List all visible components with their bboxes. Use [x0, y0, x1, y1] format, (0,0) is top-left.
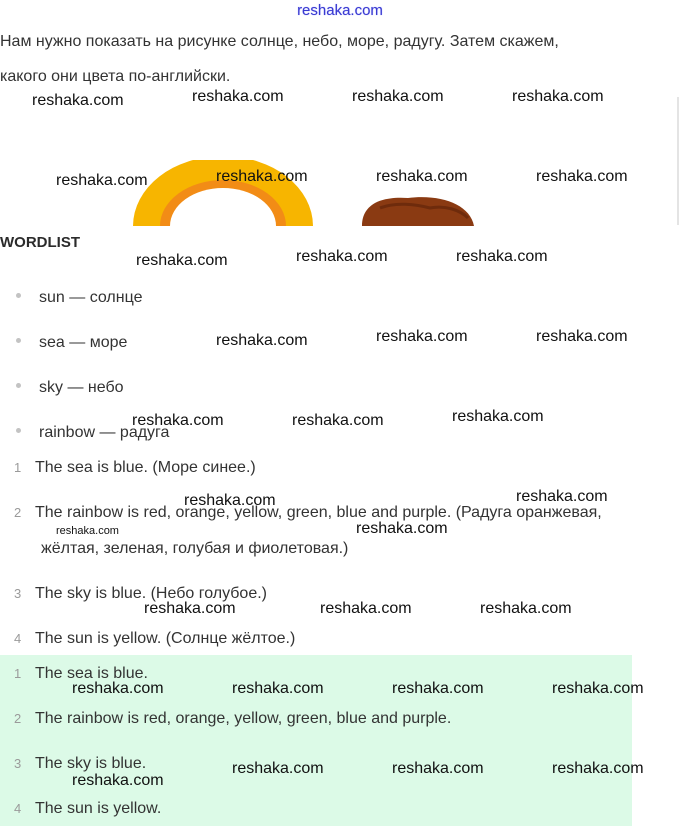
- bullet-icon: [16, 383, 21, 388]
- list-item: sky — небо: [16, 379, 124, 397]
- intro-line-2: какого они цвета по-английски.: [0, 68, 231, 85]
- watermark: reshaka.com: [536, 168, 628, 185]
- answer-item: 2 The rainbow is red, orange, yellow, green, blue and purple. (Радуга оранжевая,: [14, 504, 602, 521]
- highlighted-answer-item: 4 The sun is yellow.: [14, 800, 162, 817]
- watermark: reshaka.com: [516, 488, 608, 505]
- watermark: reshaka.com: [232, 680, 324, 697]
- watermark: reshaka.com: [392, 760, 484, 777]
- watermark: reshaka.com: [512, 88, 604, 105]
- watermark: reshaka.com: [376, 168, 468, 185]
- watermark: reshaka.com: [292, 412, 384, 429]
- highlighted-answer-item: 2 The rainbow is red, orange, yellow, green, blue and purple.: [14, 710, 452, 727]
- watermark: reshaka.com: [144, 600, 236, 617]
- watermark: reshaka.com: [452, 408, 544, 425]
- watermark: reshaka.com: [392, 680, 484, 697]
- watermark: reshaka.com: [456, 248, 548, 265]
- watermark: reshaka.com: [132, 412, 224, 429]
- watermark: reshaka.com: [184, 492, 276, 509]
- site-link[interactable]: reshaka.com: [297, 2, 383, 19]
- wordlist-title: WORDLIST: [0, 234, 80, 251]
- watermark: reshaka.com: [356, 520, 448, 537]
- watermark: reshaka.com: [32, 92, 124, 109]
- watermark: reshaka.com: [216, 168, 308, 185]
- watermark: reshaka.com: [56, 172, 148, 189]
- bullet-icon: [16, 428, 21, 433]
- highlighted-answer-item: 3 The sky is blue.: [14, 755, 147, 772]
- answer-item: 1 The sea is blue. (Море синее.): [14, 459, 256, 476]
- watermark: reshaka.com: [376, 328, 468, 345]
- watermark: reshaka.com: [232, 760, 324, 777]
- bullet-icon: [16, 338, 21, 343]
- watermark: reshaka.com: [192, 88, 284, 105]
- watermark: reshaka.com: [72, 680, 164, 697]
- answer-item: 3 The sky is blue. (Небо голубое.): [14, 585, 267, 602]
- watermark: reshaka.com: [352, 88, 444, 105]
- watermark: reshaka.com: [480, 600, 572, 617]
- watermark: reshaka.com: [72, 772, 164, 789]
- answer-item: 4 The sun is yellow. (Солнце жёлтое.): [14, 630, 296, 647]
- list-item: sea — море: [16, 334, 127, 352]
- watermark: reshaka.com: [552, 680, 644, 697]
- list-item: rainbow — радуга: [16, 424, 169, 442]
- highlighted-answer-item: 1 The sea is blue.: [14, 665, 148, 682]
- intro-line-1: Нам нужно показать на рисунке солнце, небо, море, радугу. Затем скажем,: [0, 33, 559, 50]
- watermark: reshaka.com: [56, 525, 119, 537]
- watermark: reshaka.com: [552, 760, 644, 777]
- bullet-icon: [16, 293, 21, 298]
- watermark: reshaka.com: [536, 328, 628, 345]
- watermark: reshaka.com: [136, 252, 228, 269]
- watermark: reshaka.com: [216, 332, 308, 349]
- answer-item-continuation: жёлтая, зеленая, голубая и фиолетовая.): [41, 540, 349, 557]
- watermark: reshaka.com: [320, 600, 412, 617]
- watermark: reshaka.com: [296, 248, 388, 265]
- list-item: sun — солнце: [16, 289, 142, 307]
